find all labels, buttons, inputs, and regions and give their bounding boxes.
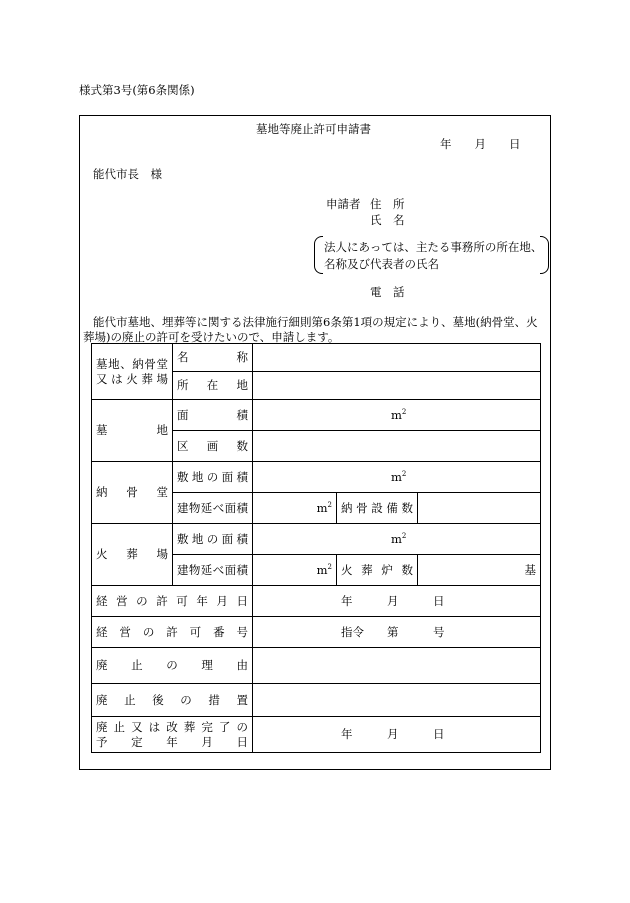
date-line: 年 月 日 [440,137,521,151]
unit-m2: m [391,469,402,484]
reason-label-cell: 廃止の理由 [92,648,253,684]
permit-number-field[interactable] [253,617,541,648]
site-area-label-cell: 敷地の面積 [173,524,253,555]
furnace-count-label-cell: 火葬炉数 [337,555,418,586]
table-row [92,648,541,684]
corporate-note-line1: 法人にあっては、主たる事務所の所在地、 [324,240,543,254]
unit-m2-sup: 2 [401,407,407,416]
table-row [92,344,541,372]
name-field[interactable] [253,344,541,372]
measures-label-cell: 廃止後の措置 [92,684,253,717]
measures-field[interactable] [253,684,541,717]
location-field[interactable] [253,372,541,400]
plots-field[interactable] [253,431,541,462]
left-bracket [314,236,323,274]
crematorium-floor-area-field[interactable] [253,555,337,586]
permit-number-label-cell: 経営の許可番号 [92,617,253,648]
ossuary-capacity-field[interactable] [418,493,541,524]
facility-table [91,343,541,753]
completion-label-line1: 廃止又は改葬完了の [96,719,248,734]
table-row [92,684,541,717]
addressee: 能代市長 様 [93,167,162,181]
unit-m2-sup: 2 [327,500,332,509]
table-row [92,617,541,648]
permit-number-value: 指令 第 号 [341,624,445,639]
corporate-note-bracket [314,236,549,274]
floor-area-label-cell: 建物延べ面積 [173,493,253,524]
completion-label-line2: 予定年月日 [96,734,248,749]
permit-date-value: 年 月 日 [341,593,445,608]
site-area-label-cell: 敷地の面積 [173,462,253,493]
ossuary-floor-area-field[interactable] [253,493,337,524]
completion-label-cell [92,717,253,753]
area-label-cell: 面積 [173,400,253,431]
unit-m2-sup: 2 [401,531,407,540]
crematorium-group-cell: 火葬場 [92,524,173,586]
form-title: 墓地等廃止許可申請書 [256,122,371,136]
table-row [92,524,541,555]
location-label-cell: 所在地 [173,372,253,400]
corporate-note-line2: 名称及び代表者の氏名 [324,257,439,271]
facility-group-label: 墓地、納骨堂又は火葬場 [96,356,168,386]
unit-m2: m [391,407,402,422]
intro-text-line2: 葬場)の廃止の許可を受けたいので、申請します。 [83,330,340,344]
unit-m2-sup: 2 [327,562,332,571]
name-label: 氏 名 [370,213,405,227]
crematorium-site-area-field[interactable] [253,524,541,555]
unit-ki: 基 [524,562,536,577]
table-row [92,586,541,617]
permit-date-label-cell: 経営の許可年月日 [92,586,253,617]
unit-m2-sup: 2 [401,469,407,478]
plots-label-cell: 区画数 [173,431,253,462]
area-field[interactable] [253,400,541,431]
name-label-cell: 名称 [173,344,253,372]
form-number: 様式第3号(第6条関係) [79,83,195,97]
ossuary-site-area-field[interactable] [253,462,541,493]
permit-date-field[interactable] [253,586,541,617]
completion-date-field[interactable] [253,717,541,753]
phone-label: 電 話 [370,285,405,299]
ossuary-capacity-label-cell: 納骨設備数 [337,493,418,524]
furnace-count-field[interactable] [418,555,541,586]
cemetery-group-cell: 墓地 [92,400,173,462]
completion-date-value: 年 月 日 [341,727,445,742]
address-label: 住 所 [370,197,405,211]
facility-group-cell [92,344,173,400]
reason-field[interactable] [253,648,541,684]
table-row [92,717,541,753]
ossuary-group-cell: 納骨堂 [92,462,173,524]
floor-area-label-cell: 建物延べ面積 [173,555,253,586]
applicant-label: 申請者 [326,197,361,211]
unit-m2: m [316,562,328,577]
table-row [92,462,541,493]
table-row [92,400,541,431]
unit-m2: m [316,500,328,515]
unit-m2: m [391,531,402,546]
intro-text-line1: 能代市墓地、埋葬等に関する法律施行細則第6条第1項の規定により、墓地(納骨堂、火 [93,315,538,329]
